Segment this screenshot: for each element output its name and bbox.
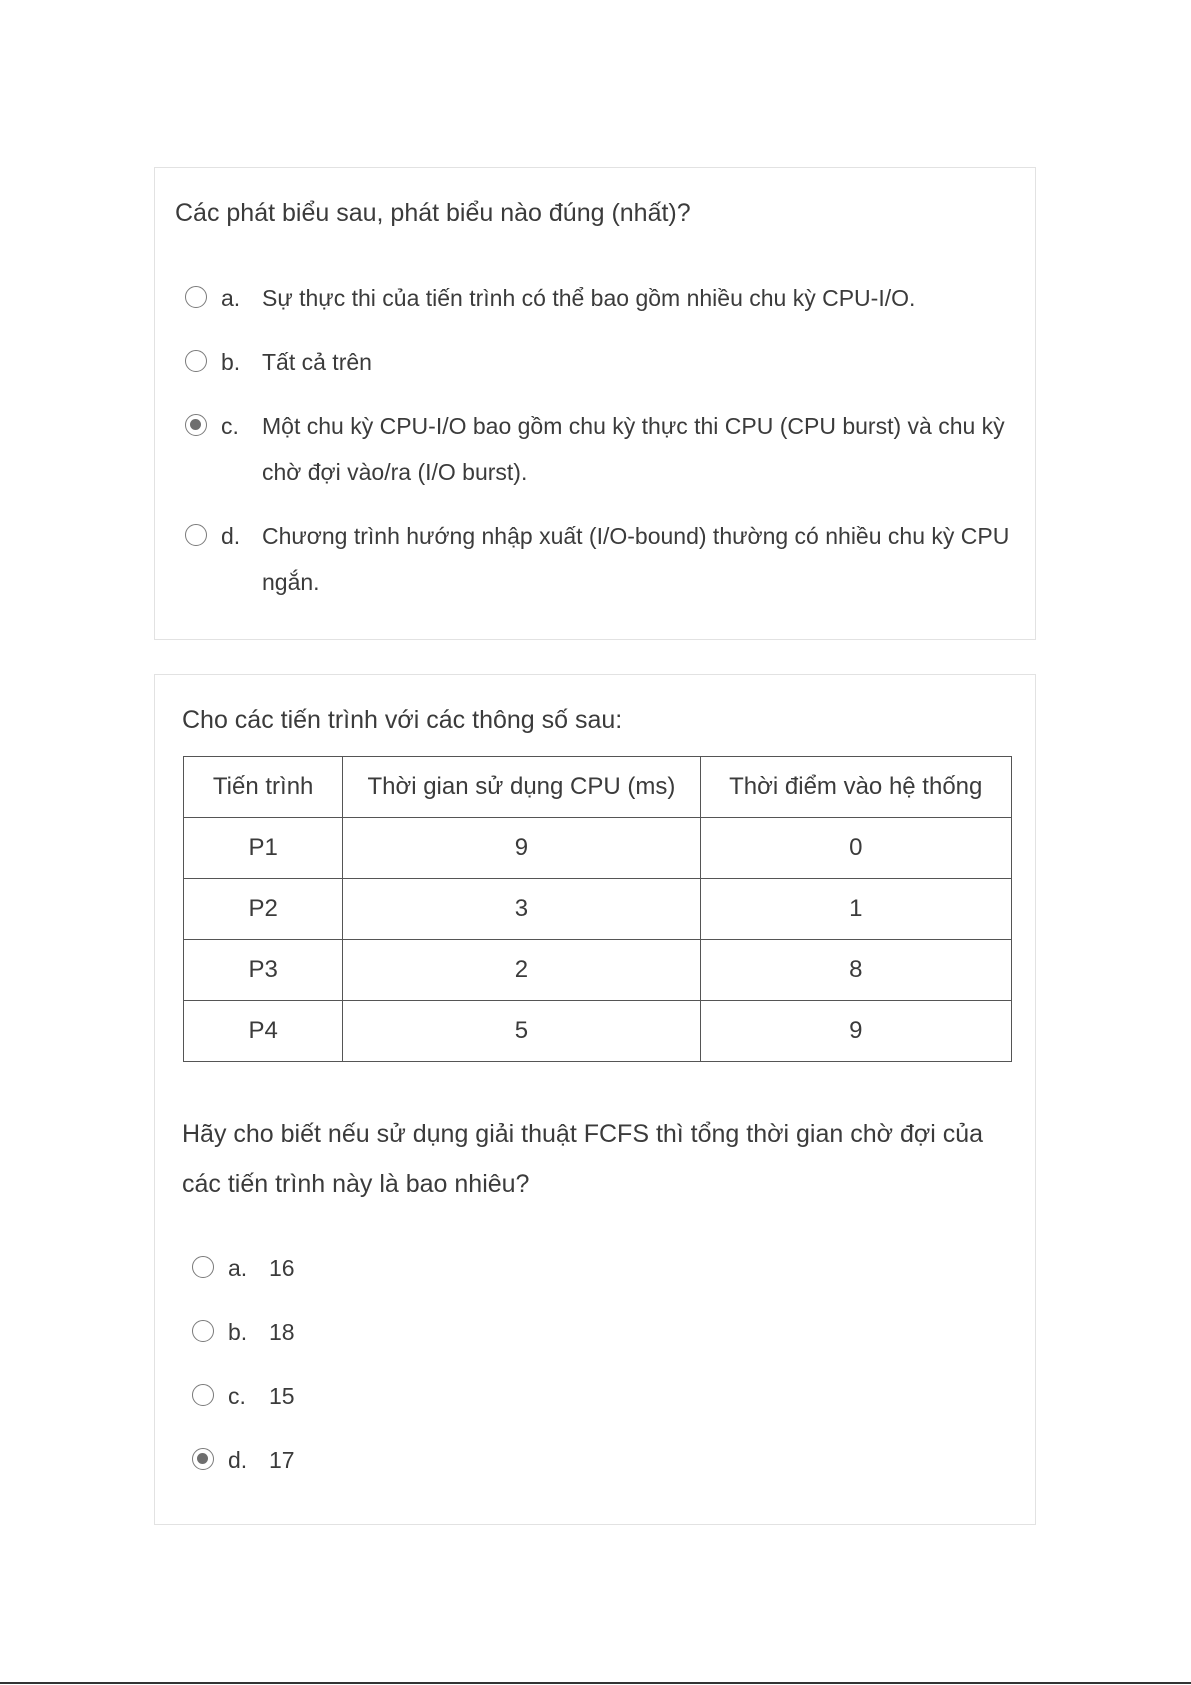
answer-option-a[interactable]: [185, 275, 1025, 321]
answer-option-d[interactable]: [185, 513, 1025, 605]
table-cell: 1: [700, 879, 1012, 940]
table-cell: 9: [700, 1001, 1012, 1062]
answer-option-b[interactable]: [192, 1309, 1032, 1355]
table-header: Tiến trình: [184, 757, 343, 818]
option-text: 17: [269, 1447, 295, 1473]
answer-option-d[interactable]: [192, 1437, 1032, 1483]
table-cell: P2: [184, 879, 343, 940]
option-text: Tất cả trên: [262, 349, 372, 375]
radio-unchecked-icon[interactable]: [185, 524, 207, 546]
table-cell: 9: [343, 818, 700, 879]
table-row: [184, 940, 1012, 1001]
radio-unchecked-icon[interactable]: [192, 1256, 214, 1278]
table-row: [184, 879, 1012, 940]
table-cell: 8: [700, 940, 1012, 1001]
table-row: [184, 1001, 1012, 1062]
table-cell: 5: [343, 1001, 700, 1062]
answer-options: [185, 275, 1025, 623]
table-cell: 2: [343, 940, 700, 1001]
radio-unchecked-icon[interactable]: [185, 350, 207, 372]
question-card-2: [154, 674, 1036, 1525]
option-text: Chương trình hướng nhập xuất (I/O-bound) thường có nhiều chu kỳ CPU ngắn.: [262, 523, 1010, 595]
question-intro: Cho các tiến trình với các thông số sau:: [182, 706, 623, 734]
option-letter: d.: [228, 1447, 248, 1473]
answer-option-c[interactable]: [185, 403, 1025, 495]
answer-option-c[interactable]: [192, 1373, 1032, 1419]
table-cell: P4: [184, 1001, 343, 1062]
table-header: Thời điểm vào hệ thống: [700, 757, 1012, 818]
option-text: Một chu kỳ CPU-I/O bao gồm chu kỳ thực thi CPU (CPU burst) và chu kỳ chờ đợi vào/ra (I/O burst).: [262, 413, 1005, 485]
radio-checked-icon[interactable]: [192, 1448, 214, 1470]
option-letter: d.: [221, 523, 241, 549]
table-cell: 3: [343, 879, 700, 940]
radio-checked-icon[interactable]: [185, 414, 207, 436]
option-letter: a.: [228, 1255, 248, 1281]
process-table: [183, 756, 1012, 1062]
option-text: 18: [269, 1319, 295, 1345]
option-letter: b.: [228, 1319, 248, 1345]
answer-options: [192, 1245, 1032, 1501]
table-cell: 0: [700, 818, 1012, 879]
question-text: Các phát biểu sau, phát biểu nào đúng (nhất)?: [175, 199, 691, 227]
option-letter: b.: [221, 349, 241, 375]
radio-unchecked-icon[interactable]: [185, 286, 207, 308]
answer-option-b[interactable]: [185, 339, 1025, 385]
radio-unchecked-icon[interactable]: [192, 1320, 214, 1342]
table-header: Thời gian sử dụng CPU (ms): [343, 757, 700, 818]
option-text: 15: [269, 1383, 295, 1409]
table-cell: P1: [184, 818, 343, 879]
question-card-1: [154, 167, 1036, 640]
option-text: Sự thực thi của tiến trình có thể bao gồm nhiều chu kỳ CPU-I/O.: [262, 285, 916, 311]
table-cell: P3: [184, 940, 343, 1001]
radio-unchecked-icon[interactable]: [192, 1384, 214, 1406]
table-header-row: [184, 757, 1012, 818]
option-text: 16: [269, 1255, 295, 1281]
question-text: Hãy cho biết nếu sử dụng giải thuật FCFS thì tổng thời gian chờ đợi của các tiến trình này là bao nhiêu?: [182, 1120, 984, 1198]
answer-option-a[interactable]: [192, 1245, 1032, 1291]
option-letter: a.: [221, 285, 241, 311]
option-letter: c.: [228, 1383, 246, 1409]
option-letter: c.: [221, 413, 239, 439]
table-row: [184, 818, 1012, 879]
page-bottom-divider: [0, 1682, 1191, 1684]
